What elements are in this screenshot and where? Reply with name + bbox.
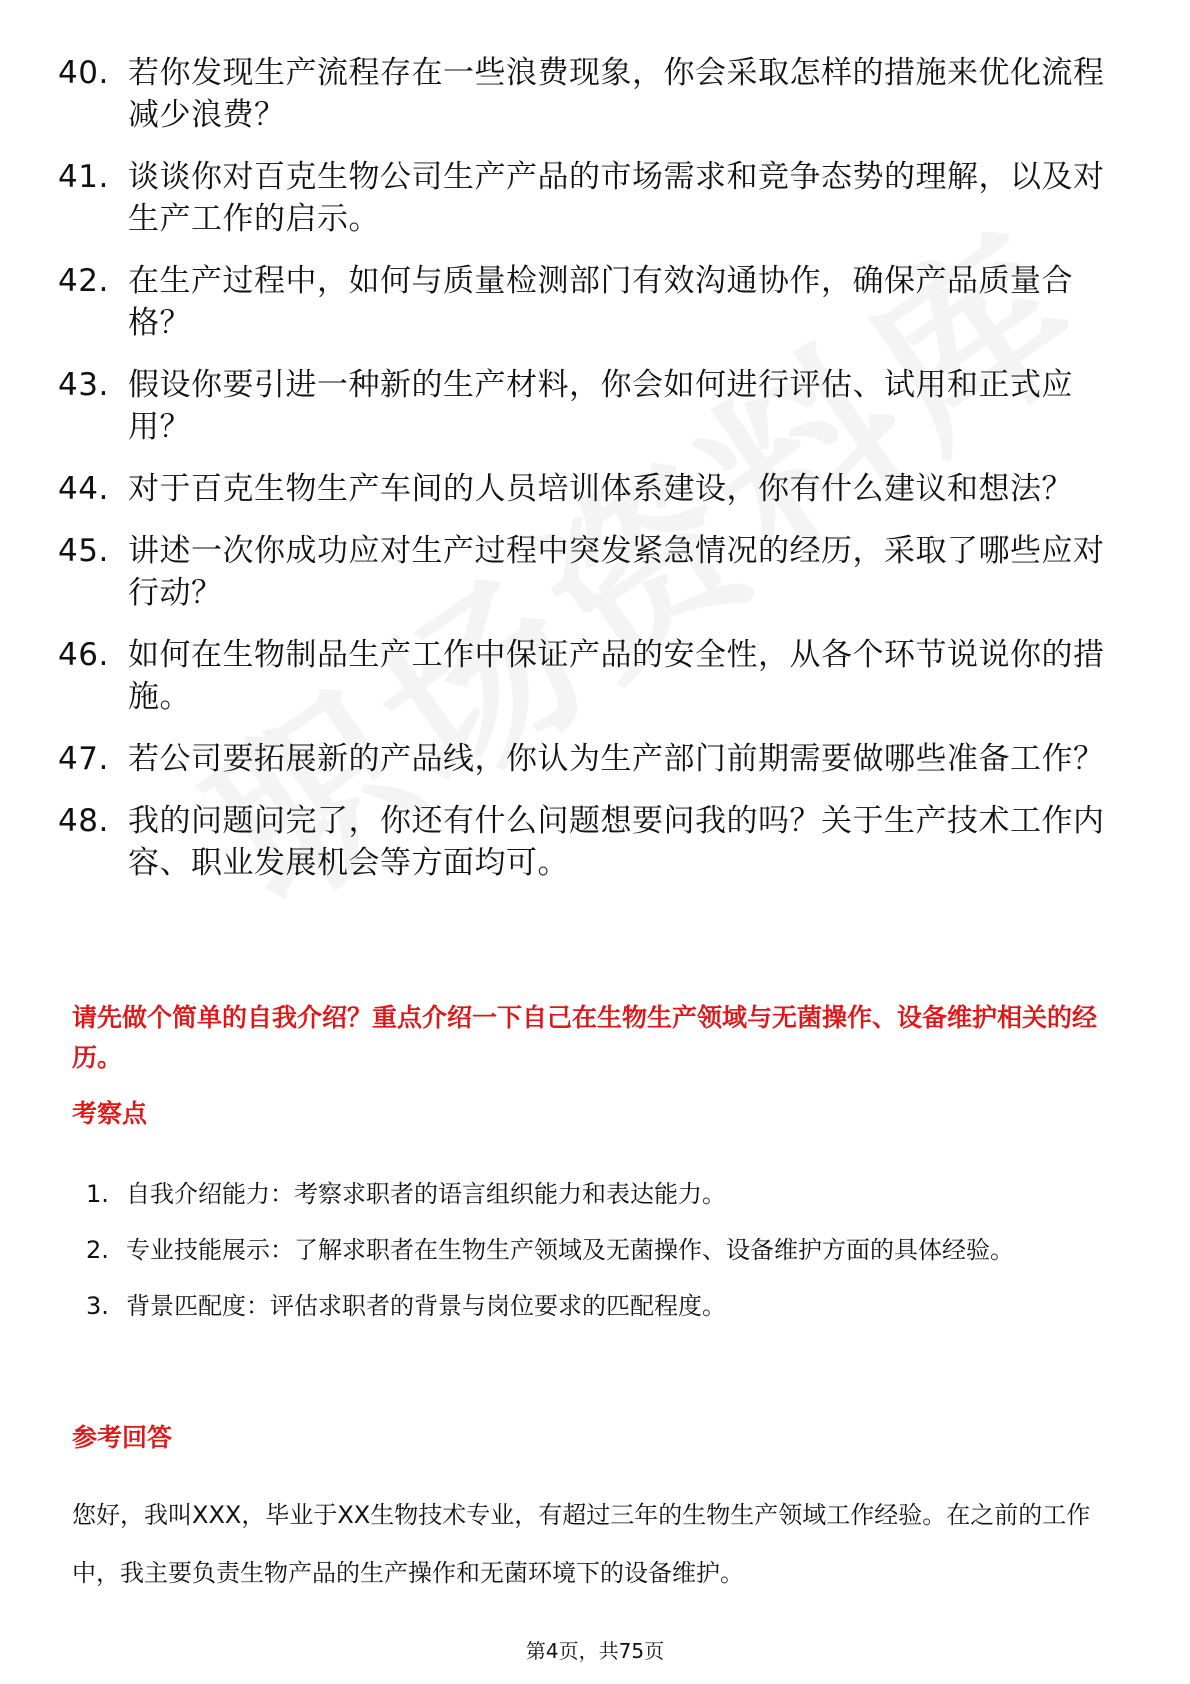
question-text: 若你发现生产流程存在一些浪费现象，你会采取怎样的措施来优化流程减少浪费？ — [128, 55, 1105, 133]
question-text: 讲述一次你成功应对生产过程中突发紧急情况的经历，采取了哪些应对行动？ — [128, 533, 1105, 611]
question-number: 43. — [58, 367, 109, 403]
exam-point-text: 背景匹配度：评估求职者的背景与岗位要求的匹配程度。 — [126, 1292, 726, 1320]
question-item — [58, 738, 1118, 780]
exam-point-number: 2. — [86, 1236, 109, 1264]
question-item — [58, 634, 1118, 718]
exam-point-item — [86, 1222, 1126, 1278]
question-item — [58, 52, 1118, 136]
question-number: 42. — [58, 263, 109, 299]
question-number: 44. — [58, 471, 109, 507]
question-text: 我的问题问完了，你还有什么问题想要问我的吗？关于生产技术工作内容、职业发展机会等方面均可。 — [128, 803, 1105, 881]
exam-points-label: 考察点 — [72, 1099, 148, 1128]
question-list — [58, 52, 1118, 904]
exam-point-item — [86, 1278, 1126, 1334]
question-text: 若公司要拓展新的产品线，你认为生产部门前期需要做哪些准备工作？ — [128, 741, 1105, 777]
page-footer: 第4页，共75页 — [525, 1639, 665, 1663]
exam-point-item — [86, 1166, 1126, 1222]
exam-point-number: 1. — [86, 1180, 109, 1208]
exam-point-text: 专业技能展示：了解求职者在生物生产领域及无菌操作、设备维护方面的具体经验。 — [126, 1236, 1014, 1264]
question-text: 对于百克生物生产车间的人员培训体系建设，你有什么建议和想法？ — [128, 471, 1073, 507]
question-item — [58, 364, 1118, 448]
question-item — [58, 530, 1118, 614]
question-number: 47. — [58, 741, 109, 777]
question-text: 谈谈你对百克生物公司生产产品的市场需求和竞争态势的理解，以及对生产工作的启示。 — [128, 159, 1105, 237]
question-text: 假设你要引进一种新的生产材料，你会如何进行评估、试用和正式应用？ — [128, 367, 1073, 445]
reference-answer-label: 参考回答 — [72, 1423, 173, 1452]
featured-question-heading: 请先做个简单的自我介绍？重点介绍一下自己在生物生产领域与无菌操作、设备维护相关的经历。 — [72, 1003, 1098, 1072]
question-item — [58, 468, 1118, 510]
exam-point-number: 3. — [86, 1292, 109, 1320]
question-number: 48. — [58, 803, 109, 839]
question-item — [58, 260, 1118, 344]
question-number: 41. — [58, 159, 109, 195]
question-text: 在生产过程中，如何与质量检测部门有效沟通协作，确保产品质量合格？ — [128, 263, 1073, 341]
question-number: 46. — [58, 637, 109, 673]
exam-points-list — [86, 1166, 1126, 1334]
question-item — [58, 800, 1118, 884]
question-number: 45. — [58, 533, 109, 569]
reference-answer-text: 您好，我叫XXX，毕业于XX生物技术专业，有超过三年的生物生产领域工作经验。在之前的工作中，我主要负责生物产品的生产操作和无菌环境下的设备维护。 — [72, 1501, 1091, 1587]
exam-point-text: 自我介绍能力：考察求职者的语言组织能力和表达能力。 — [126, 1180, 726, 1208]
question-item — [58, 156, 1118, 240]
question-number: 40. — [58, 55, 109, 91]
question-text: 如何在生物制品生产工作中保证产品的安全性，从各个环节说说你的措施。 — [128, 637, 1105, 715]
